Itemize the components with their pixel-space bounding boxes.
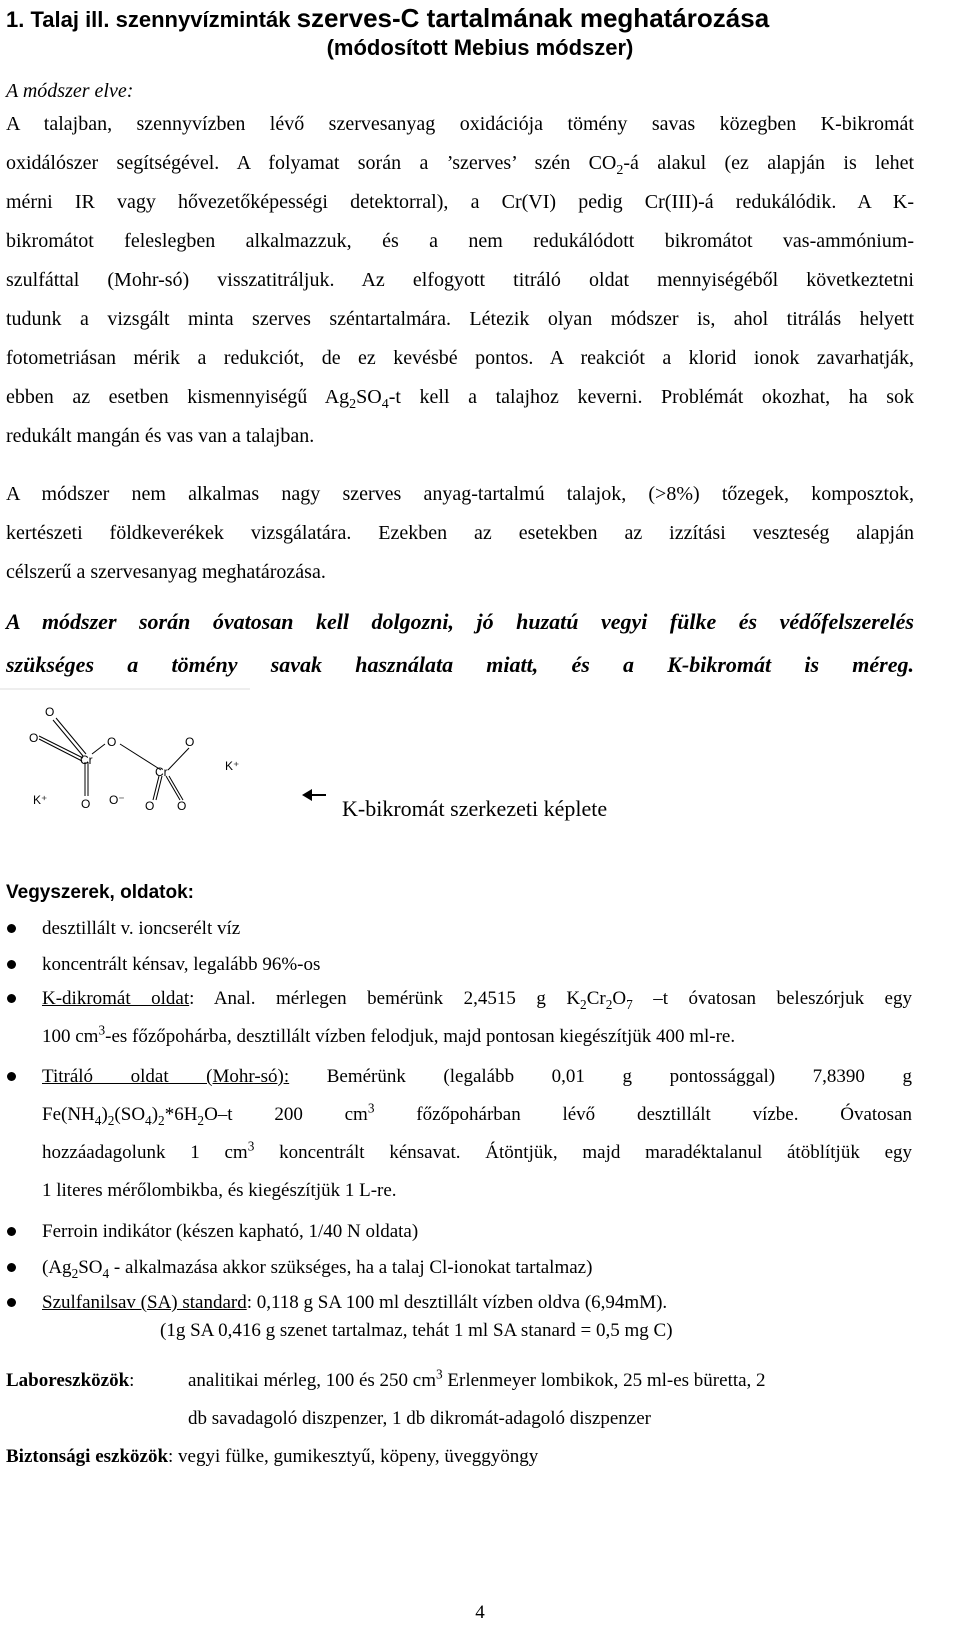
text-line: tudunk a vizsgált minta szerves széntartalmára. Létezik olyan módszer is, ahol titrálás helyett bbox=[6, 308, 914, 330]
lab-equipment-label: Laboreszközök: bbox=[6, 1370, 135, 1391]
structure-caption: K-bikromát szerkezeti képlete bbox=[342, 796, 608, 821]
page-number: 4 bbox=[475, 1602, 485, 1623]
text-line: oxidálószer segítségével. A folyamat során a ’szerves’ szén $CO_2-á$ alakul (ez alapján is lehet bbox=[6, 152, 914, 178]
principle-paragraph bbox=[6, 105, 914, 456]
limitation-paragraph bbox=[6, 475, 914, 592]
bullet-icon bbox=[7, 994, 16, 1003]
bullet-icon bbox=[7, 960, 16, 969]
bullet-icon bbox=[7, 1263, 16, 1272]
text-line: bikromátot feleslegben alkalmazzuk, és a nem redukálódott bikromátot vas-ammónium- bbox=[6, 230, 914, 252]
chromium-label: Cr bbox=[80, 753, 93, 767]
bullet-icon bbox=[7, 924, 16, 933]
safety-equipment-label: Biztonsági eszközök bbox=[6, 1446, 169, 1467]
dichromate-structure-diagram bbox=[25, 696, 255, 816]
arrow-left-icon bbox=[300, 785, 330, 805]
item-text: $Fe(NH_4)_2(SO_4)_2*6H_2O-t$ 200 $cm^3$ főzőpohárban lévő desztillált vízbe. Óvatosan bbox=[42, 1100, 912, 1128]
warning-line: A módszer során óvatosan kell dolgozni, jó huzatú vegyi fülke és védőfelszerelés bbox=[6, 609, 914, 634]
oxygen-label: O bbox=[145, 799, 155, 813]
title-main: szerves-C tartalmának meghatározása bbox=[296, 3, 770, 33]
text-line: fotometriásan mérik a redukciót, de ez kevésbé pontos. A reakciót a klorid ionok zavarhatják, bbox=[6, 347, 914, 369]
bullet-icon bbox=[7, 1072, 16, 1081]
oxygen-label: O bbox=[185, 735, 195, 749]
oxide-anion-label: O⁻ bbox=[109, 793, 125, 807]
item-text: Szulfanilsav (SA) standard: 0,118 g SA 100 ml desztillált vízben oldva (6,94mM). bbox=[42, 1292, 668, 1313]
oxygen-label: O bbox=[29, 731, 39, 745]
title-line-1 bbox=[6, 4, 936, 34]
item-text: ($Ag_2SO_4$ - alkalmazása akkor szükséges, ha a talaj Cl-ionokat tartalmaz) bbox=[42, 1257, 593, 1281]
item-text: hozzáadagolunk 1 $cm^3$ koncentrált kénsavat. Átöntjük, majd maradéktalanul átöblítjük egy bbox=[42, 1138, 913, 1163]
text-line: célszerű a szervesanyag meghatározása. bbox=[6, 561, 326, 583]
item-text: 1 literes mérőlombikba, és kiegészítjük 1 L-re. bbox=[42, 1180, 397, 1201]
potassium-label: K⁺ bbox=[225, 759, 240, 773]
item-text: K-dikromát oldat: Anal. mérlegen bemérünk 2,4515 g $K_2Cr_2O_7$ –t óvatosan beleszórjuk egy bbox=[42, 988, 912, 1012]
text-line: analitikai mérleg, 100 és 250 $cm^3$ Erlenmeyer lombikok, 25 ml-es büretta, 2 bbox=[188, 1366, 766, 1391]
potassium-label: K⁺ bbox=[33, 793, 48, 807]
reagents-heading: Vegyszerek, oldatok: bbox=[6, 882, 194, 903]
oxygen-label: O bbox=[81, 797, 91, 811]
chromium-label: Cr bbox=[155, 765, 168, 779]
oxygen-label: O bbox=[45, 705, 55, 719]
safety-warning bbox=[6, 600, 914, 686]
item-text: 100 $cm^3-es$ főzőpohárba, desztillált vízben felodjuk, majd pontosan kiegészítjük 400 ml-re. bbox=[42, 1022, 736, 1047]
warning-line: szükséges a tömény savak használata miatt, és a K-bikromát is méreg. bbox=[6, 652, 914, 677]
text-line: A módszer nem alkalmas nagy szerves anyag-tartalmú talajok, (>8%) tőzegek, komposztok, bbox=[6, 483, 914, 505]
item-text: koncentrált kénsav, legalább 96%-os bbox=[42, 954, 321, 975]
divider bbox=[0, 688, 250, 690]
text-line: kertészeti földkeverékek vizsgálatára. Ezekben az esetekben az izzítási veszteség alapján bbox=[6, 522, 914, 544]
bullet-icon bbox=[7, 1298, 16, 1307]
safety-equipment-text: : vegyi fülke, gumikesztyű, köpeny, üveggyöngy bbox=[168, 1446, 539, 1467]
sa-note: (1g SA 0,416 g szenet tartalmaz, tehát 1 ml SA stanard = 0,5 mg C) bbox=[160, 1320, 673, 1341]
text-line: ebben az esetben kismennyiségű $Ag_2SO_4-t$ kell a talajhoz keverni. Problémát okozhat, ha sok bbox=[6, 386, 914, 412]
text-line: A talajban, szennyvízben lévő szervesanyag oxidációja tömény savas közegben K-bikromát bbox=[6, 113, 914, 135]
title-line-2: (módosított Mebius módszer) bbox=[326, 35, 634, 60]
item-text: Titráló oldat (Mohr-só): Bemérünk (legalább 0,01 g pontossággal) 7,8390 g bbox=[42, 1066, 912, 1087]
oxygen-label: O bbox=[177, 799, 187, 813]
safety-equipment bbox=[6, 1444, 538, 1470]
item-text: desztillált v. ioncserélt víz bbox=[42, 918, 241, 939]
lab-equipment-text bbox=[188, 1362, 914, 1438]
text-line: redukált mangán és vas van a talajban. bbox=[6, 425, 315, 447]
method-principle-label: A módszer elve: bbox=[6, 80, 134, 102]
text-line: db savadagoló diszpenzer, 1 db dikromát-adagoló diszpenzer bbox=[188, 1408, 651, 1429]
title-prefix: 1. Talaj ill. szennyvízminták bbox=[6, 7, 297, 32]
oxygen-label: O bbox=[107, 735, 117, 749]
item-text: Ferroin indikátor (készen kapható, 1/40 N oldata) bbox=[42, 1221, 419, 1242]
bullet-icon bbox=[7, 1227, 16, 1236]
text-line: szulfáttal (Mohr-só) visszatitráljuk. Az elfogyott titráló oldat mennyiségéből következtetni bbox=[6, 269, 914, 291]
text-line: mérni IR vagy hővezetőképességi detektorral), a Cr(VI) pedig Cr(III)-á redukálódik. A K- bbox=[6, 191, 914, 213]
